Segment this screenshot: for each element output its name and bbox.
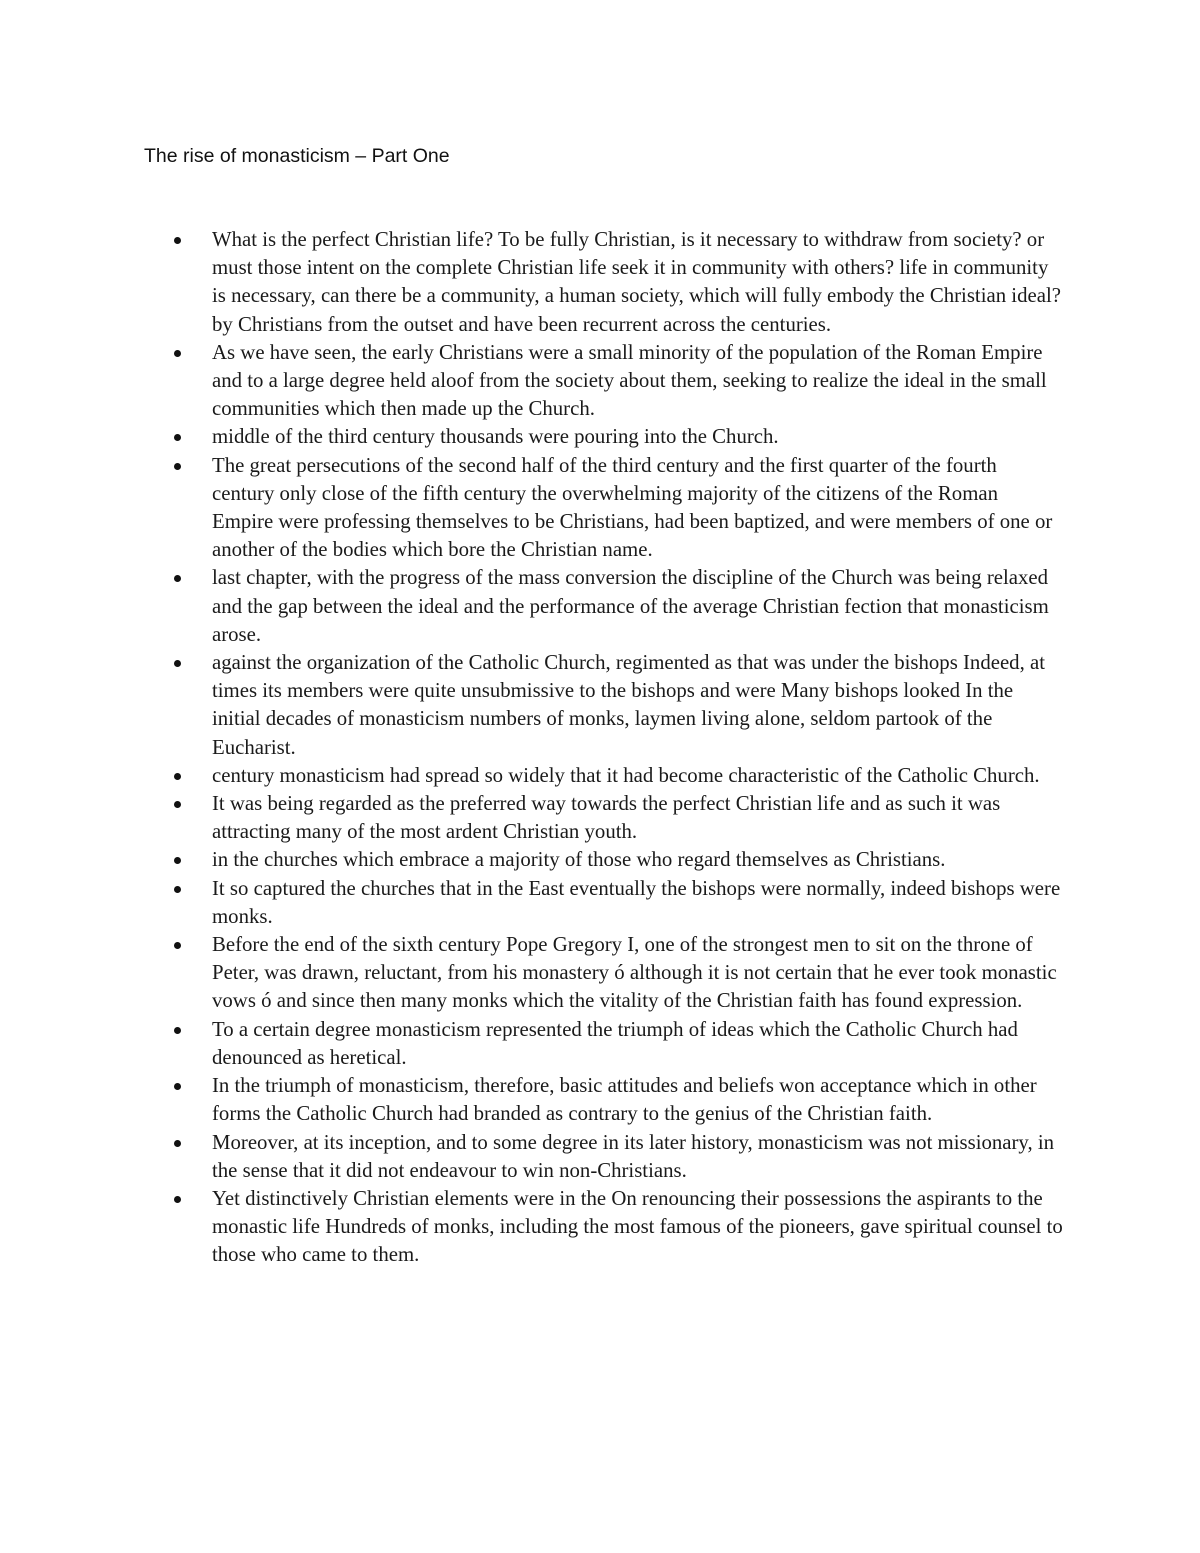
bullet-item bbox=[144, 226, 1064, 339]
bullet-icon bbox=[174, 1140, 181, 1147]
bullet-item bbox=[144, 1016, 1064, 1072]
bullet-item bbox=[144, 1185, 1064, 1270]
bullet-list bbox=[144, 226, 1064, 1270]
bullet-text: It so captured the churches that in the East eventually the bishops were normally, indeed bishops were monks. bbox=[212, 876, 1061, 928]
bullet-item bbox=[144, 790, 1064, 846]
bullet-text: In the triumph of monasticism, therefore, basic attitudes and beliefs won acceptance which in other forms the Catholic Church had branded as contrary to the genius of the Christian faith. bbox=[212, 1074, 1037, 1126]
bullet-icon bbox=[174, 350, 181, 357]
bullet-text: Yet distinctively Christian elements were in the On renouncing their possessions the aspirants to the monastic life Hundreds of monks, including the most famous of the pioneers, gave spiritual counsel to those who came to them. bbox=[212, 1186, 1063, 1267]
bullet-item bbox=[144, 846, 1064, 874]
bullet-icon bbox=[174, 237, 181, 244]
bullet-text: To a certain degree monasticism represented the triumph of ideas which the Catholic Church had denounced as heretical. bbox=[212, 1017, 1018, 1069]
bullet-icon bbox=[174, 660, 181, 667]
bullet-icon bbox=[174, 1083, 181, 1090]
bullet-item bbox=[144, 1129, 1064, 1185]
bullet-icon bbox=[174, 801, 181, 808]
bullet-item bbox=[144, 931, 1064, 1016]
document-title: The rise of monasticism – Part One bbox=[144, 145, 450, 167]
bullet-text: in the churches which embrace a majority of those who regard themselves as Christians. bbox=[212, 848, 946, 872]
bullet-text: It was being regarded as the preferred way towards the perfect Christian life and as such it was attracting many of the most ardent Christian youth. bbox=[212, 792, 1001, 844]
bullet-item bbox=[144, 452, 1064, 565]
bullet-icon bbox=[174, 857, 181, 864]
bullet-text: Moreover, at its inception, and to some degree in its later history, monasticism was not missionary, in the sense that it did not endeavour to win non-Christians. bbox=[212, 1130, 1055, 1182]
bullet-item bbox=[144, 339, 1064, 424]
bullet-icon bbox=[174, 886, 181, 893]
bullet-icon bbox=[174, 434, 181, 441]
bullet-icon bbox=[174, 575, 181, 582]
bullet-text: century monasticism had spread so widely that it had become characteristic of the Catholic Church. bbox=[212, 763, 1040, 787]
bullet-icon bbox=[174, 1196, 181, 1203]
bullet-icon bbox=[174, 773, 181, 780]
bullet-text: What is the perfect Christian life? To be fully Christian, is it necessary to withdraw from society? or must those intent on the complete Christian life seek it in community with others? life in community is necessary, can there be a community, a human society, which will fully embody the Christian ideal? by Christians from the outset and have been recurrent across the centuries. bbox=[212, 228, 1061, 336]
bullet-text: middle of the third century thousands were pouring into the Church. bbox=[212, 425, 779, 449]
bullet-icon bbox=[174, 463, 181, 470]
bullet-item bbox=[144, 649, 1064, 762]
bullet-item bbox=[144, 423, 1064, 451]
bullet-item bbox=[144, 762, 1064, 790]
bullet-text: As we have seen, the early Christians were a small minority of the population of the Roman Empire and to a large degree held aloof from the society about them, seeking to realize the ideal in the small communities which then made up the Church. bbox=[212, 340, 1047, 421]
bullet-icon bbox=[174, 942, 181, 949]
bullet-icon bbox=[174, 1027, 181, 1034]
bullet-text: against the organization of the Catholic Church, regimented as that was under the bishops Indeed, at times its members were quite unsubmissive to the bishops and were Many bishops looked In the initial decades of monasticism numbers of monks, laymen living alone, seldom partook of the Eucharist. bbox=[212, 651, 1045, 759]
bullet-item bbox=[144, 875, 1064, 931]
bullet-item bbox=[144, 564, 1064, 649]
bullet-text: last chapter, with the progress of the mass conversion the discipline of the Church was being relaxed and the gap between the ideal and the performance of the average Christian fection that monasticism arose. bbox=[212, 566, 1049, 646]
bullet-text: Before the end of the sixth century Pope Gregory I, one of the strongest men to sit on the throne of Peter, was drawn, reluctant, from his monastery ó although it is not certain that he ever took monastic vows ó and since then many monks which the vitality of the Christian faith has found expression. bbox=[212, 933, 1057, 1013]
bullet-item bbox=[144, 1072, 1064, 1128]
bullet-text: The great persecutions of the second half of the third century and the first quarter of the fourth century only close of the fifth century the overwhelming majority of the citizens of the Roman Empire were professing themselves to be Christians, had been baptized, and were members of one or another of the bodies which bore the Christian name. bbox=[212, 453, 1053, 562]
